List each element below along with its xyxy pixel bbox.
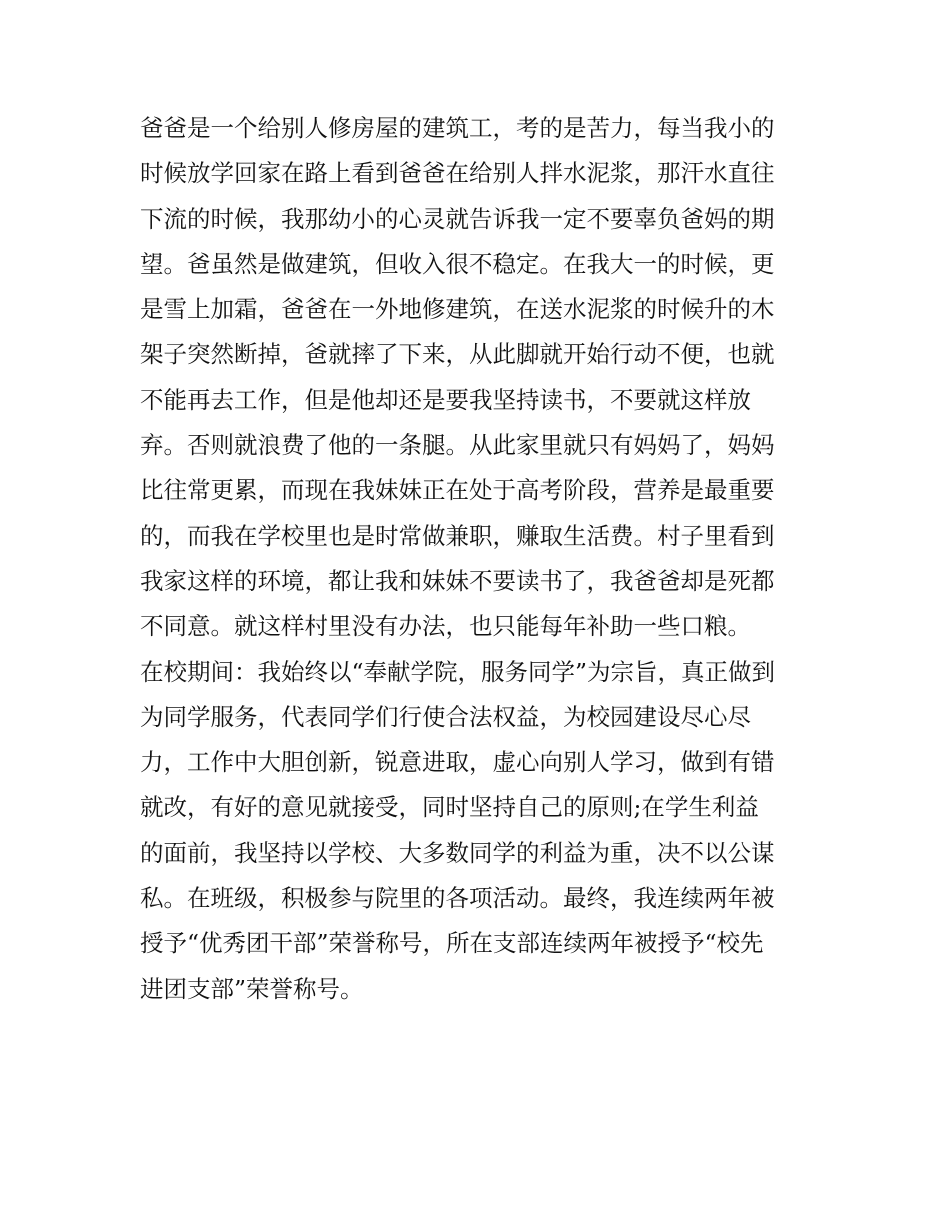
text-line: 进团支部”荣誉称号。 [140, 974, 364, 1003]
text-line: 架子突然断掉，爸就摔了下来，从此脚就开始行动不便，也就 [140, 340, 775, 369]
text-line: 爸爸是一个给别人修房屋的建筑工，考的是苦力，每当我小的 [140, 114, 775, 142]
text-line: 的，而我在学校里也是时常做兼职，赚取生活费。村子里看到 [140, 521, 775, 550]
text-line: 比往常更累，而现在我妹妹正在处于高考阶段，营养是最重要 [140, 476, 775, 505]
text-line: 我家这样的环境，都让我和妹妹不要读书了，我爸爸却是死都 [140, 566, 775, 595]
text-line: 是雪上加霜，爸爸在一外地修建筑，在送水泥浆的时候升的木 [140, 295, 775, 324]
document-body [140, 106, 820, 1012]
text-line: 不能再去工作，但是他却还是要我坚持读书，不要就这样放 [140, 385, 751, 414]
text-line: 私。在班级，积极参与院里的各项活动。最终，我连续两年被 [140, 884, 775, 913]
text-line: 时候放学回家在路上看到爸爸在给别人拌水泥浆，那汗水直往 [140, 159, 775, 188]
text-line: 的面前，我坚持以学校、大多数同学的利益为重，决不以公谋 [140, 838, 775, 867]
text-line: 下流的时候，我那幼小的心灵就告诉我一定不要辜负爸妈的期 [140, 204, 775, 233]
text-line: 不同意。就这样村里没有办法，也只能每年补助一些口粮。 [140, 612, 751, 641]
text-line: 在校期间：我始终以“奉献学院，服务同学”为宗旨，真正做到 [140, 657, 776, 686]
text-line: 望。爸虽然是做建筑，但收入很不稳定。在我大一的时候，更 [140, 249, 775, 278]
text-line: 力，工作中大胆创新，锐意进取，虚心向别人学习，做到有错 [140, 748, 775, 777]
text-line: 授予“优秀团干部”荣誉称号，所在支部连续两年被授予“校先 [140, 929, 764, 958]
text-line: 为同学服务，代表同学们行使合法权益，为校园建设尽心尽 [140, 702, 751, 731]
text-line: 就改，有好的意见就接受，同时坚持自己的原则;在学生利益 [140, 793, 759, 822]
text-line: 弃。否则就浪费了他的一条腿。从此家里就只有妈妈了，妈妈 [140, 431, 775, 460]
